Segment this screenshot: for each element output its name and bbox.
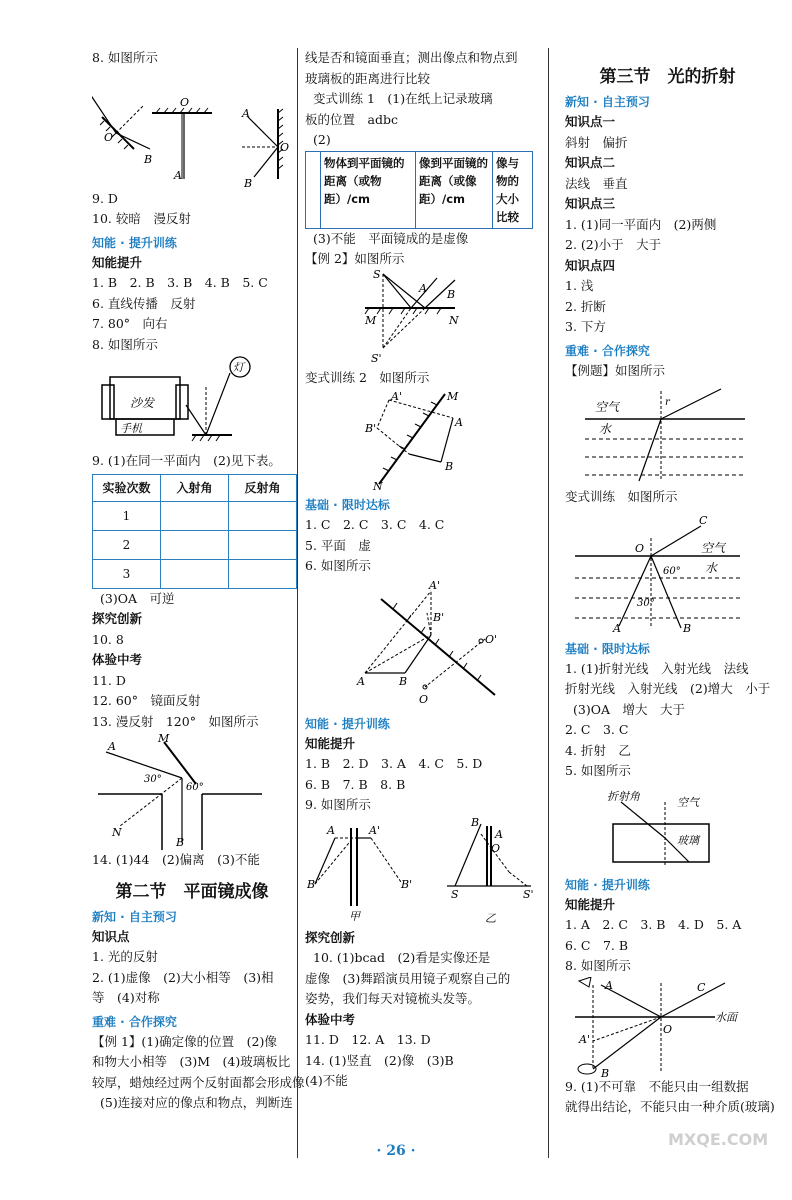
answer-line: 和物大小相等 (3)M (4)玻璃板比 [92, 1054, 291, 1069]
reflection-diagrams [92, 69, 292, 189]
table-header: 反射角 [229, 474, 297, 501]
svg-text:A: A [357, 674, 365, 688]
answer-line: 1. (1)折射光线 入射光线 法线 [565, 660, 749, 676]
section-heading: 新知 · 自主预习 [565, 95, 650, 109]
column-divider-2 [548, 48, 549, 1158]
section-heading: 重难 · 合作探究 [565, 343, 650, 358]
answer-line: (3)OA 增大 大于 [573, 701, 685, 717]
mirror-well-diagram [92, 732, 292, 850]
sub-heading: 知能提升 [92, 254, 143, 270]
answer-line: 玻璃板的距离进行比较 [305, 70, 431, 86]
table-header: 实验次数 [93, 474, 161, 501]
caption-yi: 乙 [485, 911, 496, 925]
answer-line: 1. (1)同一平面内 (2)两侧 [565, 216, 717, 232]
answer-line: 1. C 2. C 3. C 4. C [305, 517, 445, 532]
answer-line: 9. (1)在同一平面内 (2)见下表。 [92, 453, 281, 468]
answer-line: 2. (1)虚像 (2)大小相等 (3)相 [92, 969, 274, 985]
svg-text:A': A' [579, 1032, 590, 1046]
refraction-example-diagram [565, 381, 770, 487]
answer-line: 斜射 偏折 [565, 134, 628, 150]
svg-text:B: B [683, 621, 692, 635]
svg-text:B': B' [365, 422, 377, 435]
svg-text:N: N [373, 480, 383, 492]
answer-line: 姿势，我们每天对镜梳头发等。 [305, 991, 481, 1006]
svg-text:B: B [601, 1066, 610, 1077]
answer-line: 1. 光的反射 [92, 949, 158, 964]
svg-text:O: O [180, 95, 190, 109]
glass-refraction-diagram [565, 782, 770, 872]
answer-line: 13. 漫反射 120° 如图所示 [92, 713, 259, 729]
svg-text:N: N [112, 826, 122, 839]
answer-line: 6. 直线传播 反射 [92, 295, 196, 311]
answer-line: 【例 2】如图所示 [305, 251, 405, 266]
svg-text:B: B [471, 815, 480, 829]
answer-line: 板的位置 adbc [305, 111, 398, 127]
sub-heading: 知识点二 [565, 155, 616, 170]
page-number: · 26 · [376, 1143, 416, 1159]
svg-text:C: C [697, 980, 706, 994]
svg-text:S: S [451, 887, 459, 901]
answer-line: (4)不能 [305, 1073, 348, 1088]
answer-line: 8. 如图所示 [565, 958, 631, 973]
column-2 [305, 48, 535, 1092]
q9-diagrams [305, 816, 535, 928]
sub-heading: 知识点四 [565, 257, 616, 273]
answer-line: 1. A 2. C 3. B 4. D 5. A [565, 917, 742, 932]
answer-line: (3)不能 平面镜成的是虚像 [313, 230, 469, 246]
experiment-table [92, 474, 297, 589]
answer-line: 10. (1)bcad (2)看是实像还是 [313, 950, 491, 965]
answer-line: 6. 如图所示 [305, 558, 371, 573]
sub-heading: 体验中考 [92, 652, 143, 667]
answer-line: 4. 折射 乙 [565, 742, 631, 758]
answer-line: 11. D [92, 672, 126, 688]
section-heading: 知能 · 提升训练 [92, 235, 177, 250]
fish-bird-diagram [565, 977, 770, 1077]
answer-line: 10. 8 [92, 631, 124, 647]
example2-diagram [305, 270, 535, 368]
svg-text:A': A' [369, 823, 380, 837]
sub-heading: 知能提升 [305, 735, 356, 751]
sofa-lamp-diagram [92, 355, 292, 451]
svg-text:B': B' [433, 610, 445, 624]
svg-text:B': B' [401, 877, 413, 891]
answer-line: 12. 60° 镜面反射 [92, 693, 201, 708]
svg-text:B: B [399, 674, 408, 688]
watermark-logo: MXQE.COM [668, 1130, 769, 1149]
answer-line: 就得出结论，不能只由一种介质(玻璃) [565, 1099, 775, 1114]
answer-line: 法线 垂直 [565, 175, 628, 191]
phone-label: 手机 [120, 422, 142, 435]
svg-text:30°: 30° [144, 774, 162, 785]
svg-text:S': S' [523, 887, 534, 901]
answer-line: 2. 折断 [565, 298, 606, 314]
svg-text:O: O [663, 1022, 673, 1036]
answer-line: (5)连接对应的像点和物点，判断连 [100, 1095, 293, 1110]
svg-text:M: M [447, 390, 459, 403]
svg-text:S: S [373, 269, 381, 281]
column-1 [92, 48, 305, 1114]
answer-line: 11. D 12. A 13. D [305, 1032, 431, 1047]
table-cell: 像到平面镜的距离（或像距）/cm [416, 151, 493, 228]
answer-line: 3. 下方 [565, 319, 606, 334]
water-label: 水 [599, 422, 612, 436]
svg-text:O: O [635, 541, 645, 555]
sub-heading: 知能提升 [565, 896, 616, 912]
glass-label: 玻璃 [677, 833, 699, 847]
table-cell: 物体到平面镜的距离（或物距）/cm [321, 151, 416, 228]
answer-line: 8. 如图所示 [92, 50, 158, 65]
mirror-table [305, 151, 533, 229]
column-divider-1 [297, 48, 298, 1158]
answer-line: 14. (1)竖直 (2)像 (3)B [305, 1052, 454, 1068]
air-label: 空气 [595, 400, 620, 414]
svg-text:A: A [455, 416, 463, 429]
svg-text:M: M [365, 313, 377, 327]
svg-text:B: B [307, 877, 316, 891]
table-cell: 2 [93, 530, 161, 559]
section-heading: 知能 · 提升训练 [565, 877, 650, 892]
svg-text:A: A [605, 978, 613, 992]
answer-line: 等 (4)对称 [92, 990, 160, 1005]
svg-text:N: N [449, 313, 459, 327]
svg-text:A': A' [391, 390, 402, 403]
sub-heading: 知识点 [92, 928, 130, 944]
answer-line: 虚像 (3)舞蹈演员用镜子观察自己的 [305, 970, 511, 986]
svg-text:60°: 60° [186, 782, 204, 793]
sub-heading: 知识点三 [565, 196, 616, 211]
section-title: 第二节 平面镜成像 [115, 881, 269, 902]
refraction-variant-diagram [565, 508, 770, 636]
sub-heading: 体验中考 [305, 1011, 356, 1027]
answer-line: (2) [313, 132, 331, 147]
answer-line: 1. 浅 [565, 278, 594, 293]
air-label: 空气 [677, 795, 699, 809]
sofa-label: 沙发 [130, 396, 155, 410]
answer-line: 变式训练 如图所示 [565, 489, 678, 504]
svg-text:60°: 60° [663, 565, 681, 577]
section-heading: 知能 · 提升训练 [305, 716, 390, 731]
svg-text:B: B [176, 836, 185, 849]
caption-jia: 甲 [349, 909, 360, 923]
answer-line: 2. C 3. C [565, 722, 629, 737]
svg-text:B: B [445, 460, 454, 473]
svg-text:A': A' [429, 578, 440, 592]
sub-heading: 知识点一 [565, 114, 616, 129]
sub-heading: 探究创新 [92, 611, 143, 626]
svg-text:O: O [419, 692, 429, 706]
answer-line: 9. D [92, 190, 118, 206]
svg-text:A: A [242, 106, 250, 120]
answer-line: (3)OA 可逆 [100, 590, 175, 606]
svg-text:S': S' [371, 351, 382, 365]
table-cell: 像与物的大小比较 [493, 151, 533, 228]
svg-text:C: C [699, 513, 708, 527]
svg-text:B: B [244, 176, 253, 189]
svg-text:A: A [327, 823, 335, 837]
answer-line: 10. 较暗 漫反射 [92, 211, 191, 226]
answer-line: 较厚，蜡烛经过两个反射面都会形成像 [92, 1074, 305, 1090]
svg-text:B: B [447, 287, 456, 301]
table-cell: 3 [93, 559, 161, 588]
answer-line: 【例题】如图所示 [565, 362, 666, 378]
section-heading: 基础 · 限时达标 [565, 641, 650, 656]
water-surface-label: 水面 [715, 1010, 737, 1024]
svg-text:30°: 30° [637, 597, 655, 609]
svg-text:O: O [280, 140, 290, 154]
svg-text:B: B [144, 152, 153, 166]
section-title: 第三节 光的折射 [599, 67, 736, 87]
answer-line: 5. 平面 虚 [305, 537, 371, 553]
answer-line: 折射光线 入射光线 (2)增大 小于 [565, 681, 771, 696]
answer-line: 6. C 7. B [565, 937, 629, 953]
svg-text:A: A [495, 827, 503, 841]
answer-line: 7. 80° 向右 [92, 316, 168, 331]
table-cell: 1 [93, 501, 161, 530]
answer-line: 5. 如图所示 [565, 763, 631, 778]
answer-line: 6. B 7. B 8. B [305, 776, 406, 792]
answer-line: 变式训练 1 (1)在纸上记录玻璃 [313, 91, 493, 106]
q6-diagram [305, 577, 535, 711]
svg-text:O: O [104, 130, 114, 144]
answer-line: 变式训练 2 如图所示 [305, 369, 430, 385]
answer-line: 1. B 2. D 3. A 4. C 5. D [305, 756, 483, 771]
svg-text:O': O' [485, 632, 498, 646]
answer-line: 【例 1】(1)确定像的位置 (2)像 [92, 1033, 277, 1049]
svg-text:A: A [419, 281, 427, 295]
variant2-diagram [305, 388, 535, 492]
table-header: 入射角 [161, 474, 229, 501]
answer-line: 1. B 2. B 3. B 4. B 5. C [92, 275, 268, 290]
answer-line: 2. (2)小于 大于 [565, 237, 662, 252]
svg-text:r: r [665, 397, 670, 408]
section-heading: 重难 · 合作探究 [92, 1014, 177, 1029]
svg-text:A: A [174, 168, 182, 182]
air-label: 空气 [701, 540, 726, 555]
svg-text:M: M [158, 732, 170, 745]
section-heading: 新知 · 自主预习 [92, 909, 177, 924]
column-3 [565, 48, 775, 1118]
refraction-angle-label: 折射角 [607, 789, 640, 803]
svg-text:A: A [613, 621, 621, 635]
sub-heading: 探究创新 [305, 929, 356, 945]
answer-line: 8. 如图所示 [92, 336, 158, 352]
answer-line: 9. (1)不可靠 不能只由一组数据 [565, 1078, 749, 1094]
answer-line: 线是否和镜面垂直；测出像点和物点到 [305, 50, 518, 65]
answer-line: 14. (1)44 (2)偏离 (3)不能 [92, 852, 260, 867]
lamp-label: 灯 [233, 361, 244, 374]
section-heading: 基础 · 限时达标 [305, 498, 390, 512]
answer-line: 9. 如图所示 [305, 797, 371, 812]
svg-text:A: A [108, 740, 116, 753]
water-label: 水 [705, 560, 718, 575]
svg-text:O: O [491, 841, 501, 855]
